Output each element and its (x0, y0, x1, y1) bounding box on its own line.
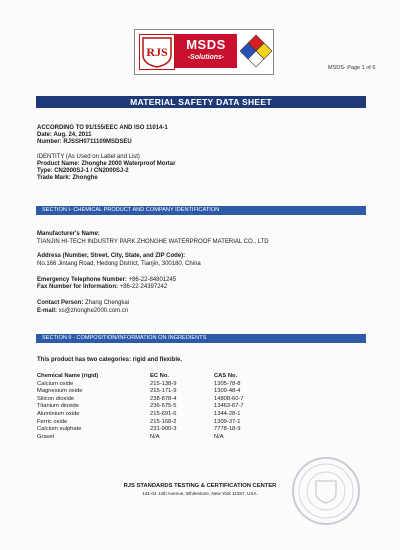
ec-number-cell: 238-878-4 (150, 395, 177, 402)
manufacturer-value: TIANJIN HI-TECH INDUSTRY PARK ZHONGHE WATERPROOF MATERIAL CO., LTD (37, 239, 269, 245)
contact-person-line (37, 300, 129, 307)
ec-number-cell: N/A (150, 433, 160, 440)
cas-number-cell: 14808-60-7 (214, 395, 244, 402)
table-row (37, 396, 307, 404)
chemical-name-cell: Gravel (37, 433, 55, 440)
type-line: Type: CN2000SJ-1 / CN2000SJ-2 (37, 168, 129, 174)
table-header-row (37, 373, 307, 381)
cas-number-cell: 1309-37-1 (214, 418, 241, 425)
chemical-name-cell: Calcium sulphate (37, 426, 82, 433)
trade-mark-line: Trade Mark: Zhonghe (37, 175, 98, 181)
chemical-name-cell: Titanium dioxide (37, 403, 79, 410)
contact-person-value: Zhang Chengkai (85, 300, 130, 306)
fax-label: Fax Number for Information: (37, 284, 119, 290)
document-title: MATERIAL SAFETY DATA SHEET (36, 96, 366, 108)
according-to-line: ACCORDING TO 91/155/EEC AND ISO 11014-1 (37, 125, 168, 131)
address-label: Address (Number, Street, City, State, and ZIP Code): (37, 253, 186, 259)
ec-number-cell: 236-675-5 (150, 403, 177, 410)
categories-note: This product has two categories: rigid and flexible. (37, 357, 183, 363)
number-line: Number: RJSSH0711109MSDSEU (37, 139, 132, 145)
msds-solutions-logo (175, 34, 237, 68)
table-row (37, 411, 307, 419)
emergency-phone-line (37, 277, 176, 284)
msds-logo-title: MSDS (186, 37, 226, 52)
column-header: CAS No. (214, 373, 238, 379)
fax-value: +86-22-24397242 (119, 284, 168, 290)
section-2-heading: SECTION II - COMPOSITION/INFORMATION ON INGREDIENTS (36, 334, 366, 343)
certification-seal-icon (290, 455, 362, 527)
cas-number-cell: 13463-67-7 (214, 403, 244, 410)
rjs-shield-icon (140, 35, 174, 69)
rjs-logo (139, 34, 175, 70)
email-value: xs@zhonghe2000.com.cn (58, 308, 129, 314)
chemical-name-cell: Calcium oxide (37, 380, 74, 387)
cas-number-cell: 1309-48-4 (214, 388, 241, 395)
rjs-logo-text: RJS (146, 45, 168, 59)
cas-number-cell: 1344-28-1 (214, 410, 241, 417)
ec-number-cell: 215-168-2 (150, 418, 177, 425)
manufacturer-label: Manufacturer's Name: (37, 231, 100, 237)
chemical-name-cell: Ferric oxide (37, 418, 68, 425)
cas-number-cell: 1305-78-8 (214, 380, 241, 387)
footer-center-address: 141-04 14th Avenue, Whitestone, New York 11357, USA. (142, 491, 258, 496)
msds-logo-subtitle: -Solutions- (187, 54, 225, 61)
emergency-phone-label: Emergency Telephone Number: (37, 277, 127, 283)
chemical-name-cell: Magnesium oxide (37, 388, 83, 395)
footer-center-name: RJS STANDARDS TESTING & CERTIFICATION CENTER (123, 483, 277, 489)
address-value: No.166 Jintang Road, Hedong District, Tianjin, 300180, China (37, 261, 201, 267)
table-row (37, 426, 307, 434)
ec-number-cell: 215-691-6 (150, 410, 177, 417)
contact-person-label: Contact Person: (37, 300, 84, 306)
ec-number-cell: 215-138-9 (150, 380, 177, 387)
section-1-heading: SECTION I- CHEMICAL PRODUCT AND COMPANY IDENTIFICATION (36, 206, 366, 215)
email-line (37, 308, 128, 315)
ec-number-cell: 215-171-9 (150, 388, 177, 395)
header-logo-block (134, 29, 274, 75)
table-row (37, 381, 307, 389)
product-name-line: Product Name: Zhonghe 2000 Waterproof Mortar (37, 161, 176, 167)
fax-line (37, 284, 167, 291)
identity-line: IDENTITY (As Used on Label and List) (37, 154, 140, 160)
ec-number-cell: 231-900-3 (150, 426, 177, 433)
chemical-name-cell: Aluminium oxide (37, 410, 80, 417)
column-header: EC No. (150, 373, 170, 379)
chemical-name-cell: Silicon dioxide (37, 395, 75, 402)
nfpa-hazard-diamond-icon (239, 34, 273, 68)
table-row (37, 419, 307, 427)
emergency-phone-value: +86-22-84801245 (128, 277, 177, 283)
cas-number-cell: N/A (214, 433, 224, 440)
ingredients-table (37, 373, 307, 441)
date-line: Date: Aug. 24, 2011 (37, 132, 92, 138)
cas-number-cell: 7778-18-9 (214, 426, 241, 433)
table-row (37, 403, 307, 411)
table-row (37, 388, 307, 396)
column-header: Chemical Name (rigid) (37, 373, 99, 379)
page-indicator: MSDS- Page 1 of 6 (328, 65, 376, 71)
email-label: E-mail: (37, 308, 58, 314)
table-row (37, 434, 307, 442)
